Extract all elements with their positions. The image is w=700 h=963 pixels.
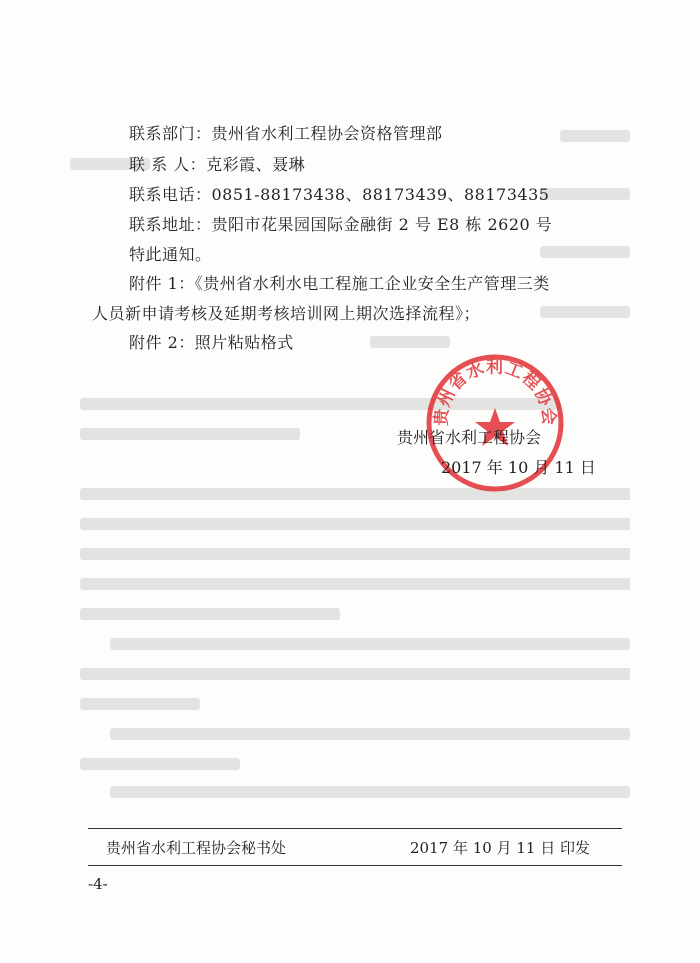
page-number: -4- xyxy=(88,875,108,893)
footer-issue-date: 2017 年 10 月 11 日 印发 xyxy=(410,839,590,857)
footer-issuer: 贵州省水利工程协会秘书处 xyxy=(106,839,287,857)
signature-date: 2017 年 10 月 11 日 xyxy=(441,458,596,477)
signature-org: 贵州省水利工程协会 xyxy=(397,428,542,447)
notice-closing: 特此通知。 xyxy=(129,245,212,264)
footer-top-rule xyxy=(88,828,622,829)
footer-bottom-rule xyxy=(88,865,622,866)
seal-text: 贵州省水利工程协会 xyxy=(431,357,559,427)
attachment-1-line-1: 附件 1：《贵州省水利水电工程施工企业安全生产管理三类 xyxy=(129,274,550,293)
contact-department: 联系部门：贵州省水利工程协会资格管理部 xyxy=(129,124,443,143)
contact-phone: 联系电话：0851-88173438、88173439、88173435 xyxy=(129,185,550,204)
contact-person: 联 系 人：克彩霞、聂琳 xyxy=(129,155,306,174)
contact-address: 联系地址：贵阳市花果园国际金融街 2 号 E8 栋 2620 号 xyxy=(129,215,553,234)
attachment-2: 附件 2：照片粘贴格式 xyxy=(129,333,294,352)
attachment-1-line-2: 人员新申请考核及延期考核培训网上期次选择流程》； xyxy=(92,304,481,323)
